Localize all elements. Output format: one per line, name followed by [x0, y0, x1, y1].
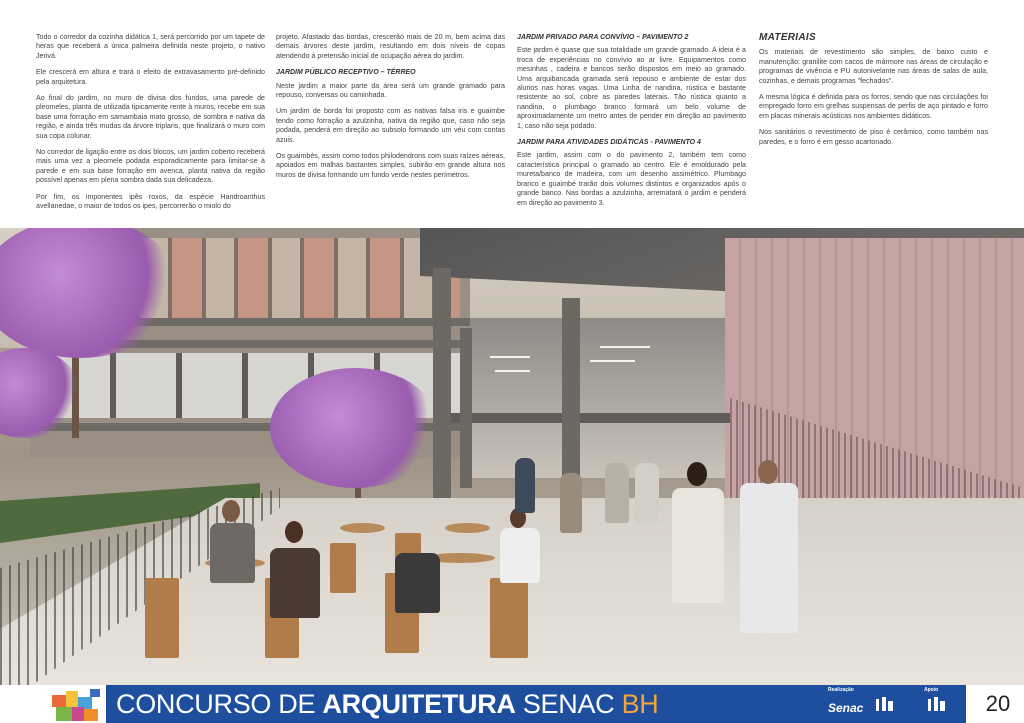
text-column-4 — [759, 33, 988, 154]
section-heading: JARDIM PRIVADO PARA CONVÍVIO – PAVIMENTO 2 — [517, 34, 689, 41]
text-column-3 — [517, 33, 746, 215]
competition-title — [116, 690, 658, 718]
text-column-1 — [36, 33, 265, 219]
walkway-slab — [440, 413, 730, 423]
ceiling-light — [600, 346, 650, 348]
footer — [0, 685, 1024, 723]
person — [270, 548, 320, 618]
page-number: 20 — [985, 691, 1011, 716]
paragraph: Os materiais de revestimento são simples, de baixo custo e manutenção: granilite com cacos de mármore nas áreas de circulação e programas de vivência e PU autonivelante nas áreas de salas de aula, cozinhas, e demais programas "fechados". — [759, 48, 988, 85]
wooden-chair — [490, 578, 528, 658]
title-text-bold: ARQUITETURA — [322, 689, 516, 719]
paragraph: Os guaimbés, assim como todos philodendrons com suas raízes aéreas, apoiados em malhas bastantes simples, subirão em grande altura nos muros de divisa formando um fundo verde nestes perímetros. — [276, 152, 505, 179]
cafe-table — [445, 523, 490, 533]
ceiling-light — [590, 360, 635, 362]
paragraph: Este jardim é quase que sua totalidade um grande gramado. A ideia é a troca de experiências no convívio ao ar livre. Equipamentos como mesinhas , cadeira e bancos serão dispostos em meio ao gramado. Uma arquibancada gramada será repouso e ambiente de estar dos alunos nas horas vagas. Uma Linha de nandina, rústica e bastante resistente ao sol, cobre as paredes laterais. Tão rústica quanto a nandina, o plumbago branco formará um belo volume de aproximadamente um metro antes de pender em direção ao pavimento 1, caso não seja podado. — [517, 46, 746, 130]
title-text: CONCURSO DE — [116, 689, 323, 719]
person — [210, 523, 255, 583]
person — [395, 553, 440, 613]
corridor — [470, 318, 730, 478]
purple-ipe-tree — [270, 368, 440, 488]
paragraph: Este jardim, assim com o do pavimento 2, também tem como característica principal o gramado ao centro. Ele é emoldurado pela mureta/banco de madeira, com um desenho assimétrico. Plumbago branco e guaimbé trarão dois volumes distintos e organizados após o grande banco. Nas bordas a azulzinha, arrematará o jardim e penderá em direção ao pavimento 3. — [517, 151, 746, 207]
realizacao-label: Realização — [828, 687, 854, 693]
person-head — [285, 521, 303, 543]
paragraph: Um jardim de borda foi proposto com as nativas falsa iris e guaimbe tendo como forração a azulzinha, nativa da região que, caso não seja podada, penderá em direção ao subsolo formando um véu com contas azuis. — [276, 107, 505, 144]
architectural-rendering — [0, 228, 1024, 685]
text-column-2 — [276, 33, 505, 187]
paragraph: A mesma lógica é definida para os forros, sendo que nas circulações foi empregado forro em grelhas suspensas de perfis de aço pintado e forro em placas minerais acústicas nos ambientes didáticos. — [759, 93, 988, 120]
paragraph: Todo o corredor da cozinha didática 1, será percorrido por um tapete de heras que receberá a única palmeira definida neste projeto, o nativo Jerivá. — [36, 33, 265, 60]
paragraph: Nos sanitários o revestimento de piso é cerâmico, como também nas paredes, e o forro é em gesso acartonado. — [759, 128, 988, 146]
paragraph: Por fim, os imponentes ipês roxos, da espécie Handroanthus avellanedae, o maior de todos os ipes, percorrerão o miolo do — [36, 192, 265, 211]
person-head — [758, 460, 778, 484]
structural-column — [460, 328, 472, 488]
wooden-chair — [330, 543, 356, 593]
section-heading: JARDIM PÚBLICO RECEPTIVO – TÉRREO — [276, 69, 416, 77]
paragraph: Ele crescerá em altura e trará o efeito de extravasamento pré-definido pela arquitetura. — [36, 68, 265, 86]
person-walking — [560, 473, 582, 533]
person — [500, 528, 540, 583]
title-text-accent: BH — [621, 689, 659, 719]
competition-logo-icon — [52, 687, 104, 721]
person-head — [687, 462, 707, 486]
text-section — [0, 0, 1024, 228]
wooden-chair — [145, 578, 179, 658]
person-head — [222, 500, 240, 522]
person-walking — [635, 463, 659, 523]
person-walking — [605, 463, 629, 523]
paragraph: Neste jardim a maior parte da área será um grande gramado para repouso, conversas ou caminhada. — [276, 81, 505, 100]
ceiling-light — [490, 356, 530, 358]
paragraph: Ao final do jardim, no muro de divisa dos fundos, uma parede de pleomeles, planta de utilizada tipicamente rente à muros, recebe em sua base uma forração em samambaia mato grosso, de sombra e nativa da região, e ainda três mudas da árvore triplaris, que finalizará o muro com sua copa colunar. — [36, 94, 265, 140]
cafe-table — [340, 523, 385, 533]
senac-logo: Senac — [828, 701, 864, 715]
person-walking — [515, 458, 535, 513]
person-walking — [740, 483, 798, 633]
iab-logo-icon — [874, 695, 896, 713]
ceiling-light — [495, 370, 530, 372]
iab-apoio-logo-icon — [926, 695, 948, 713]
paragraph: projeto. Afastado das bordas, crescerão mais de 20 m, bem acima das demais árvores deste jardim, resultando em dois níveis de copas atendendo à pretensão inicial de ocupação aérea do jardim. — [276, 33, 505, 60]
person-walking — [672, 488, 724, 603]
structural-column — [433, 268, 451, 498]
structural-column — [562, 298, 580, 498]
title-text: SENAC — [515, 689, 622, 719]
paragraph: No corredor de ligação entre os dois blocos, um jardim coberto receberá mais uma vez a pleomele podada esporadicamente para limitar-se à parede e em sua base forração em avenca, planta nativa da região possível apenas em plena sombra dada sua delicadeza. — [36, 148, 265, 185]
section-heading: JARDIM PARA ATIVIDADES DIDÁTICAS - PAVIMENTO 4 — [517, 139, 701, 147]
apoio-label: Apoio — [924, 687, 939, 693]
section-heading: MATERIAIS — [759, 32, 816, 43]
footer-banner — [106, 685, 966, 723]
